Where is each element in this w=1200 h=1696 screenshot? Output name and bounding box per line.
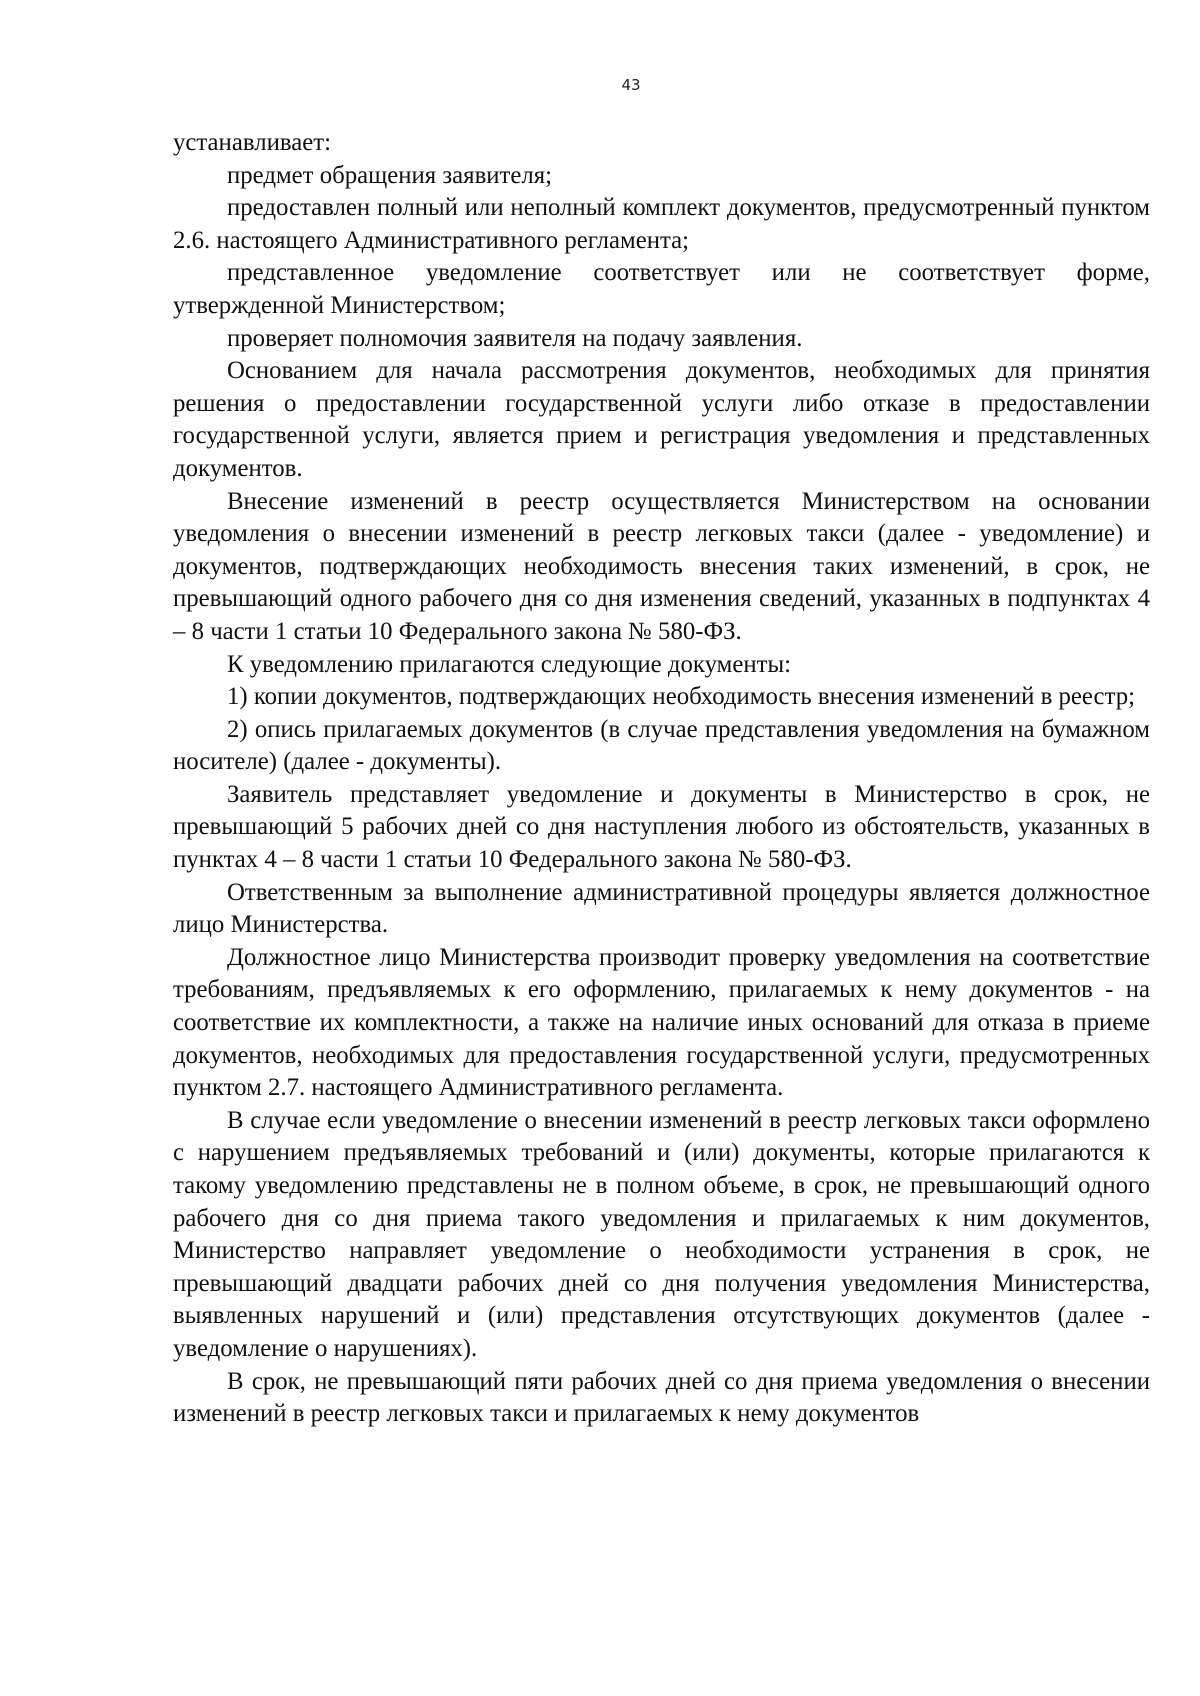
page-number: 43	[621, 76, 641, 94]
paragraph: В случае если уведомление о внесении изменений в реестр легковых такси оформлено с нарушением предъявляемых требований и (или) документы, которые прилагаются к такому уведомлению представлены не в полном объеме, в срок, не превышающий одного рабочего дня со дня приема такого уведомления и прилагаемых к ним документов, Министерство направляет уведомление о необходимости устранения в срок, не превышающий двадцати рабочих дней со дня получения уведомления Министерства, выявленных нарушений и (или) представления отсутствующих документов (далее - уведомление о нарушениях).	[173, 1106, 1150, 1362]
paragraph: устанавливает:	[173, 129, 331, 156]
paragraph: предоставлен полный или неполный комплект документов, предусмотренный пунктом 2.6. настоящего Административного регламента;	[173, 194, 1150, 254]
document-body	[173, 127, 1150, 1431]
paragraph: 1) копии документов, подтверждающих необходимость внесения изменений в реестр;	[227, 683, 1135, 711]
paragraph: Заявитель представляет уведомление и документы в Министерство в срок, не превышающий 5 рабочих дней со дня наступления любого из обстоятельств, указанных в пунктах 4 – 8 части 1 статьи 10 Федерального закона № 580-ФЗ.	[173, 780, 1150, 874]
paragraph: Должностное лицо Министерства производит проверку уведомления на соответствие требованиям, предъявляемых к его оформлению, прилагаемых к нему документов - на соответствие их комплектности, а также на наличие иных оснований для отказа в приеме документов, необходимых для предоставления государственной услуги, предусмотренных пунктом 2.7. настоящего Административного регламента.	[173, 943, 1150, 1102]
paragraph: предмет обращения заявителя;	[227, 161, 553, 189]
paragraph: Ответственным за выполнение административной процедуры является должностное лицо Министерства.	[173, 878, 1150, 939]
paragraph: 2) опись прилагаемых документов (в случае представления уведомления на бумажном носителе) (далее - документы).	[173, 715, 1150, 776]
paragraph: проверяет полномочия заявителя на подачу заявления.	[227, 324, 803, 352]
paragraph: Внесение изменений в реестр осуществляется Министерством на основании уведомления о внесении изменений в реестр легковых такси (далее - уведомление) и документов, подтверждающих необходимость внесения таких изменений, в срок, не превышающий одного рабочего дня со дня изменения сведений, указанных в подпунктах 4 – 8 части 1 статьи 10 Федерального закона № 580-ФЗ.	[173, 487, 1150, 645]
paragraph: Основанием для начала рассмотрения документов, необходимых для принятия решения о предоставлении государственной услуги либо отказе в предоставлении государственной услуги, является прием и регистрация уведомления и представленных документов.	[173, 357, 1150, 482]
paragraph: представленное уведомление соответствует или не соответствует форме, утвержденной Министерством;	[173, 259, 1150, 319]
paragraph: К уведомлению прилагаются следующие документы:	[227, 650, 792, 678]
paragraph: В срок, не превышающий пяти рабочих дней со дня приема уведомления о внесении изменений в реестр легковых такси и прилагаемых к нему документов	[173, 1367, 1150, 1428]
